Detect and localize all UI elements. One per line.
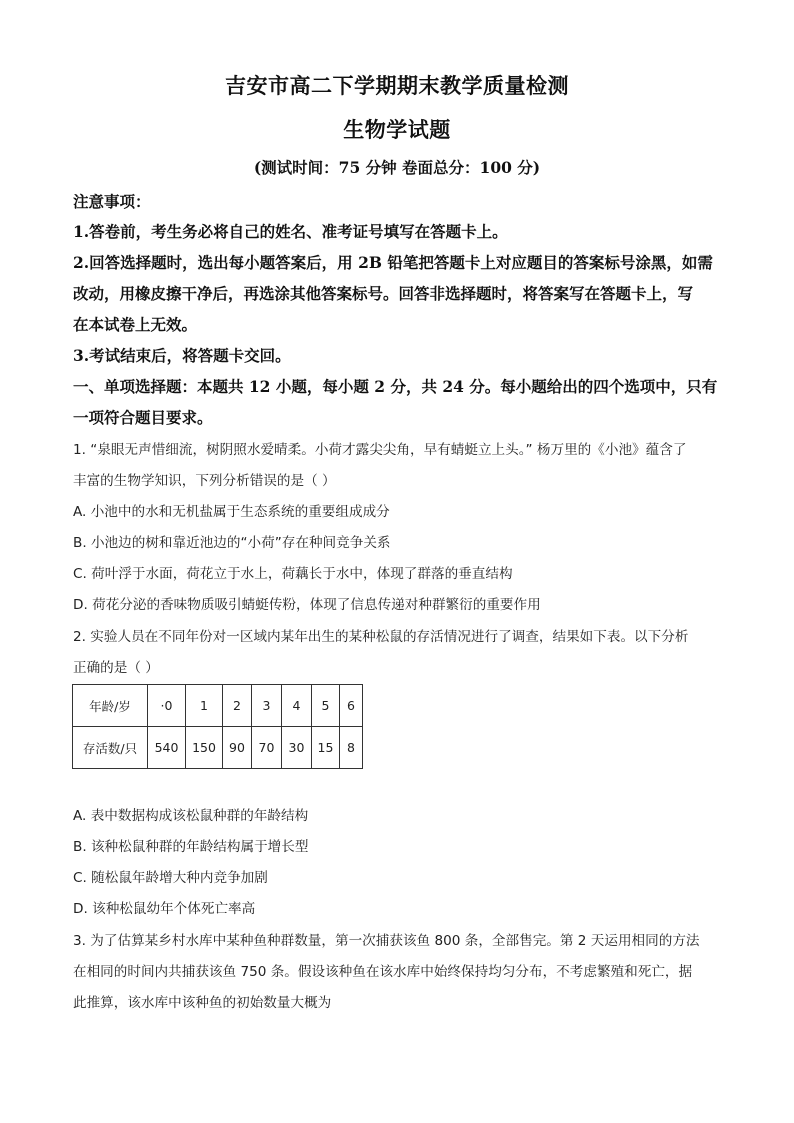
exam-subtitle: 生物学试题 <box>343 117 451 142</box>
question-1-option-a: A. 小池中的水和无机盐属于生态系统的重要组成成分 <box>73 504 390 520</box>
notice-item: 改动，用橡皮擦干净后，再选涂其他答案标号。回答非选择题时，将答案写在答题卡上，写 <box>73 284 694 303</box>
table-cell: 8 <box>340 727 363 769</box>
table-row <box>73 685 363 727</box>
table-cell: 15 <box>312 727 340 769</box>
section-heading: 一、单项选择题：本题共 12 小题，每小题 2 分，共 24 分。每小题给出的四个选项中，只有 <box>73 377 718 396</box>
exam-title: 吉安市高二下学期期末教学质量检测 <box>225 73 569 98</box>
table-cell: 30 <box>282 727 312 769</box>
table-cell: 5 <box>312 685 340 727</box>
question-1-option-d: D. 荷花分泌的香味物质吸引蜻蜓传粉，体现了信息传递对种群繁衍的重要作用 <box>73 597 541 613</box>
table-cell: 6 <box>340 685 363 727</box>
table-cell: 1 <box>186 685 223 727</box>
table-header-age: 年龄/岁 <box>73 685 148 727</box>
table-cell: 2 <box>223 685 252 727</box>
question-3-stem-cont: 此推算，该水库中该种鱼的初始数量大概为 <box>73 995 332 1011</box>
question-1-stem: 1. “泉眼无声惜细流，树阴照水爱晴柔。小荷才露尖尖角，早有蜻蜓立上头。” 杨万里的《小池》蕴含了 <box>73 442 687 458</box>
table-cell: 4 <box>282 685 312 727</box>
notice-item: 2.回答选择题时，选出每小题答案后，用 2B 铅笔把答题卡上对应题目的答案标号涂黑，如需 <box>73 253 713 272</box>
question-2-option-a: A. 表中数据构成该松鼠种群的年龄结构 <box>73 808 309 824</box>
question-2-stem-cont: 正确的是（ ） <box>73 660 159 676</box>
question-2-option-d: D. 该种松鼠幼年个体死亡率高 <box>73 901 256 917</box>
question-1-option-b: B. 小池边的树和靠近池边的“小荷”存在种间竞争关系 <box>73 535 391 551</box>
notice-item: 1.答卷前，考生务必将自己的姓名、准考证号填写在答题卡上。 <box>73 222 508 241</box>
table-header-count: 存活数/只 <box>73 727 148 769</box>
question-1-option-c: C. 荷叶浮于水面，荷花立于水上，荷藕长于水中，体现了群落的垂直结构 <box>73 566 513 582</box>
table-cell: 150 <box>186 727 223 769</box>
table-cell: 70 <box>252 727 282 769</box>
exam-info: (测试时间：75 分钟 卷面总分：100 分) <box>253 158 541 177</box>
question-2-option-c: C. 随松鼠年龄增大种内竞争加剧 <box>73 870 268 886</box>
notice-item: 3.考试结束后，将答题卡交回。 <box>73 346 291 365</box>
table-cell: 90 <box>223 727 252 769</box>
table-cell: ·0 <box>148 685 186 727</box>
table-row <box>73 727 363 769</box>
question-3-stem: 3. 为了估算某乡村水库中某种鱼种群数量，第一次捕获该鱼 800 条，全部售完。第 2 天运用相同的方法 <box>73 933 700 949</box>
table-cell: 540 <box>148 727 186 769</box>
question-2-option-b: B. 该种松鼠种群的年龄结构属于增长型 <box>73 839 309 855</box>
notice-item: 在本试卷上无效。 <box>73 315 198 334</box>
question-3-stem-cont: 在相同的时间内共捕获该鱼 750 条。假设该种鱼在该水库中始终保持均匀分布，不考虑繁殖和死亡，据 <box>73 964 693 980</box>
question-1-stem-cont: 丰富的生物学知识，下列分析错误的是（ ） <box>73 473 336 489</box>
notice-heading: 注意事项： <box>73 192 151 211</box>
section-heading-cont: 一项符合题目要求。 <box>73 408 213 427</box>
question-2-stem: 2. 实验人员在不同年份对一区域内某年出生的某种松鼠的存活情况进行了调查，结果如下表。以下分析 <box>73 629 689 645</box>
survival-table <box>72 684 363 769</box>
table-cell: 3 <box>252 685 282 727</box>
